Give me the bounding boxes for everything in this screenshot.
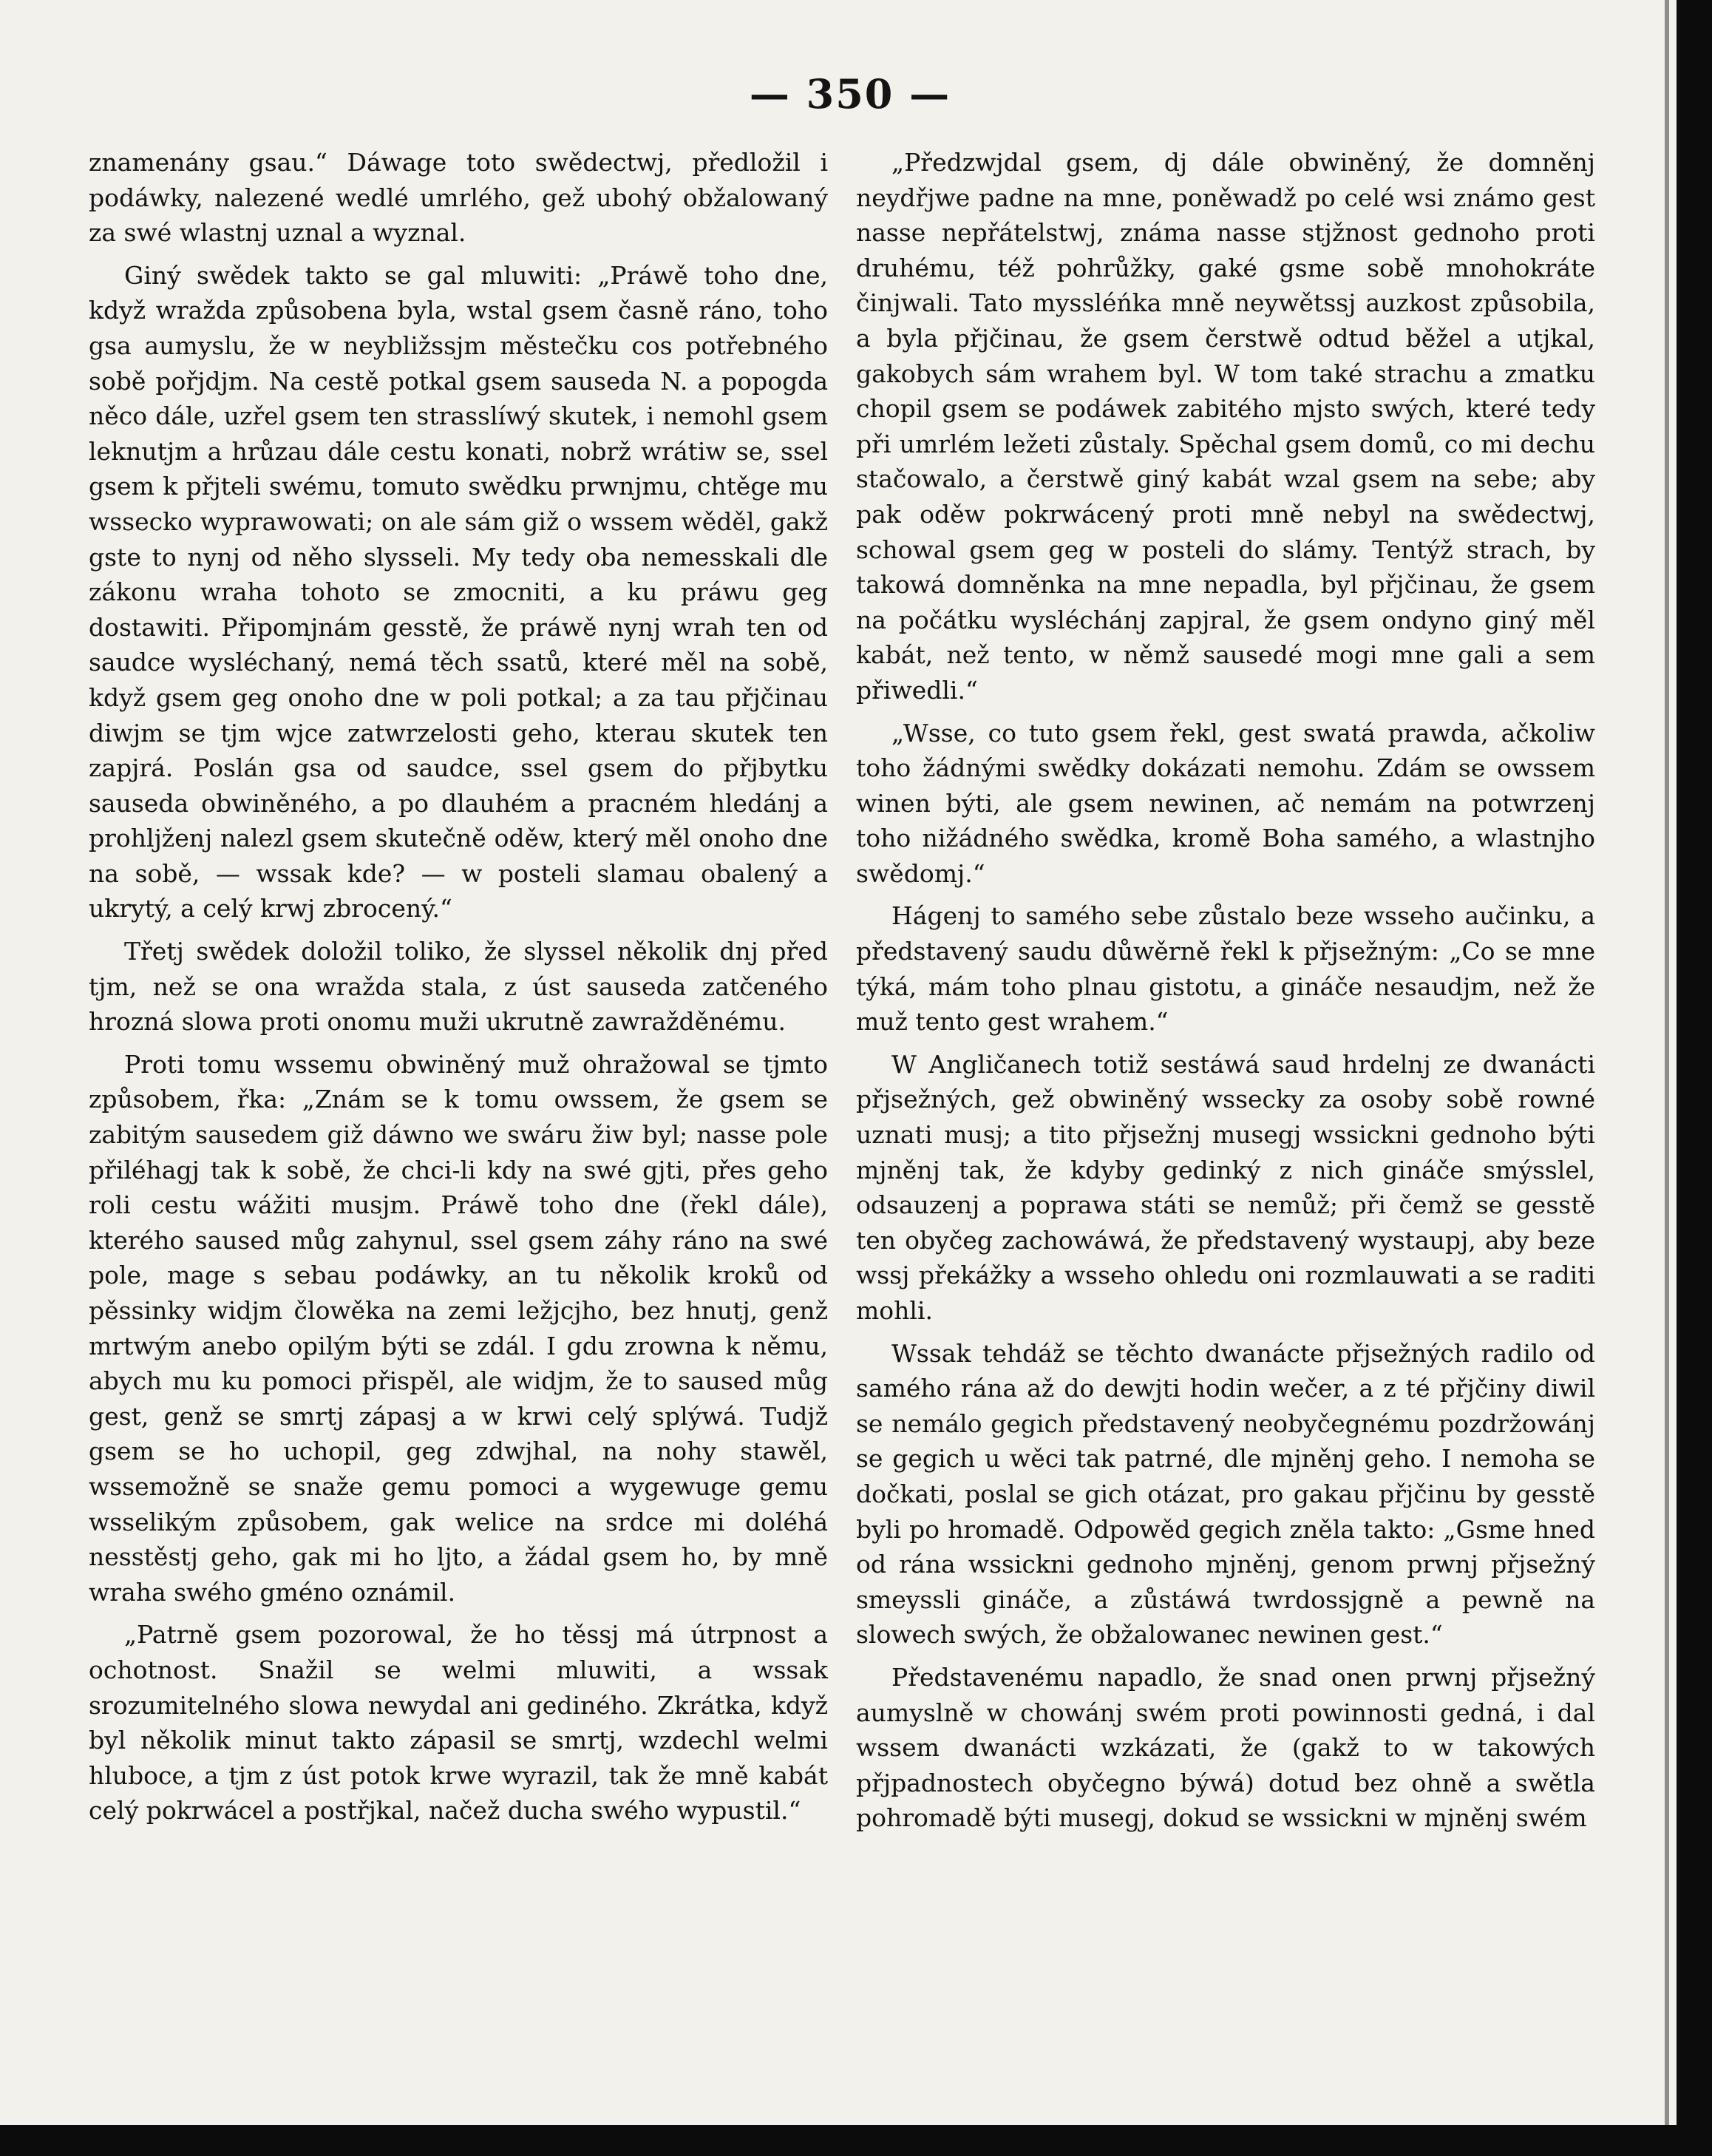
left-column [89,145,828,1836]
paragraph: Hágenj to samého sebe zůstalo beze wsseho aučinku, a představený saudu důwěrně řekl k přjsežným: „Co se mne týká, mám toho plnau gistotu, a gináče nesaudjm, než že muž tento gest wrahem.“ [856,901,1595,1037]
page-number: — 350 — [749,70,951,118]
paragraph: znamenány gsau.“ Dáwage toto swědectwj, předložil i podáwky, nalezené wedlé umrlého, gež ubohý obžalowaný za swé wlastnj uznal a wyznal. [89,148,828,248]
scan-border-bottom [0,2125,1712,2156]
paragraph: Wssak tehdáž se těchto dwanácte přjsežných radilo od samého rána až do dewjti hodin wečer, a z té přjčiny diwil se nemálo gegich představený neobyčegnému pozdržowánj se gegich u wěci tak patrné, dle mjněnj geho. I nemoha se dočkati, poslal se gich otázat, pro gakau přjčinu by gesstě byli po hromadě. Odpowěd gegich zněla takto: „Gsme hned od rána wssickni gednoho mjněnj, genom prwnj přjsežný smeyssli gináče, a zůstáwá twrdossjgně a pewně na slowech swých, že obžalowanec newinen gest.“ [856,1338,1595,1650]
right-column [856,145,1595,1843]
paragraph: Třetj swědek doložil toliko, že slyssel několik dnj před tjm, než se ona wražda stala, z úst sauseda zatčeného hrozná slowa proti onomu muži ukrutně zawražděnému. [89,937,828,1037]
paragraph: „Wsse, co tuto gsem řekl, gest swatá prawda, ačkoliw toho žádnými swědky dokázati nemohu. Zdám se owssem winen býti, ale gsem newinen, ač nemám na potwrzenj toho nižádného swědka, kromě Boha samého, a wlastnjho swědomj.“ [856,718,1595,888]
paragraph: W Angličanech totiž sestáwá saud hrdelnj ze dwanácti přjsežných, gež obwiněný wssecky za osoby sobě rowné uznati musj; a tito přjsežnj musegj wssickni gednoho býti mjněnj tak, že kdyby gedinký z nich gináče smýsslel, odsauzenj a poprawa státi se nemůž; při čemž se gesstě ten obyčeg zachowáwá, že představený wystaupj, aby beze wssj překážky a wsseho ohledu oni rozmlauwati a se raditi mohli. [856,1049,1595,1325]
scan-edge-shadow [1665,0,1669,2125]
scan-border-right [1677,0,1712,2156]
paragraph: Představenému napadlo, že snad onen prwnj přjsežný aumyslně w chowánj swém proti powinnosti gedná, i dal wssem dwanácti wzkázati, že (gakž to w takowých přjpadnostech obyčegno býwá) dotud bez ohně a swětla pohromadě býti musegj, dokud se wssickni w mjněnj swém [856,1662,1595,1833]
paragraph: „Předzwjdal gsem, dj dále obwiněný, že domněnj neydřjwe padne na mne, poněwadž po celé wsi známo gest nasse nepřátelstwj, známa nasse stjžnost gednoho proti druhému, též pohrůžky, gaké gsme sobě mnohokráte činjwali. Tato myssléńka mně neywětssj auzkost způsobila, a byla přjčinau, že gsem čerstwě odtud běžel a utjkal, gakobych sám wrahem byl. W tom také strachu a zmatku chopil gsem se podáwek zabitého mjsto swých, které tedy při umrlém ležeti zůstaly. Spěchal gsem domů, co mi dechu stačowalo, a čerstwě giný kabát wzal gsem na sebe; aby pak oděw pokrwácený proti mně nebyl na swědectwj, schowal gsem geg w posteli do slámy. Tentýž strach, by takowá domněnka na mne nepadla, byl přjčinau, že gsem na počátku wysléchánj zapjral, že gsem ondyno giný měl kabát, než tento, w němž sausedé mogi mne gali a sem přiwedli.“ [856,148,1595,705]
paragraph: „Patrně gsem pozorowal, že ho těssj má útrpnost a ochotnost. Snažil se welmi mluwiti, a wssak srozumitelného slowa newydal ani gediného. Zkrátka, když byl několik minut takto zápasil se smrtj, wzdechl welmi hluboce, a tjm z úst potok krwe wyrazil, tak že mně kabát celý pokrwácel a postřjkal, načež ducha swého wypustil.“ [89,1620,828,1826]
paragraph: Giný swědek takto se gal mluwiti: „Práwě toho dne, když wražda způsobena byla, wstal gsem časně ráno, toho gsa aumyslu, že w neybližssjm městečku cos potřebného sobě pořjdjm. Na cestě potkal gsem sauseda N. a popogda něco dále, uzřel gsem ten strasslíwý skutek, i nemohl gsem leknutjm a hrůzau dále cestu konati, nobrž wrátiw se, ssel gsem k přjteli swému, tomuto swědku prwnjmu, chtěge mu wssecko wyprawowati; on ale sám giž o wssem wěděl, gakž gste to nynj od něho slysseli. My tedy oba nemesskali dle zákonu wraha tohoto se zmocniti, a ku práwu geg dostawiti. Připomjnám gesstě, že práwě nynj wrah ten od saudce wysléchaný, nemá těch ssatů, které měl na sobě, když gsem geg onoho dne w poli potkal; a za tau přjčinau diwjm se tjm wjce zatwrzelosti geho, kterau skutek ten zapjrá. Poslán gsa od saudce, ssel gsem do přjbytku sauseda obwiněného, a po dlauhém a pracném hledánj a prohljženj nalezl gsem skutečně oděw, který měl onoho dne na sobě, — wssak kde? — w posteli slamau obalený a ukrytý, a celý krwj zbrocený.“ [89,260,828,923]
paragraph: Proti tomu wssemu obwiněný muž ohražowal se tjmto způsobem, řka: „Znám se k tomu owssem, že gsem se zabitým sausedem giž dáwno we swáru žiw byl; nasse pole přiléhagj tak k sobě, že chci-li kdy na swé gjti, přes geho roli cestu wážiti musjm. Práwě toho dne (řekl dále), kterého saused můg zahynul, ssel gsem záhy ráno na swé pole, mage s sebau podáwky, an tu několik kroků od pěssinky widjm člowěka na zemi ležjcjho, bez hnutj, genž mrtwým anebo opilým býti se zdál. I gdu zrowna k němu, abych mu ku pomoci přispěl, ale widjm, že to saused můg gest, genž se smrtj zápasj a w krwi celý splýwá. Tudjž gsem se ho uchopil, geg zdwjhal, na nohy stawěl, wssemožně se snaže gemu pomoci a wygewuge gemu wsselikým způsobem, gak welice na srdce mi doléhá nesstěstj geho, gak mi ho ljto, a žádal gsem ho, by mně wraha swého gméno oznámil. [89,1049,828,1607]
